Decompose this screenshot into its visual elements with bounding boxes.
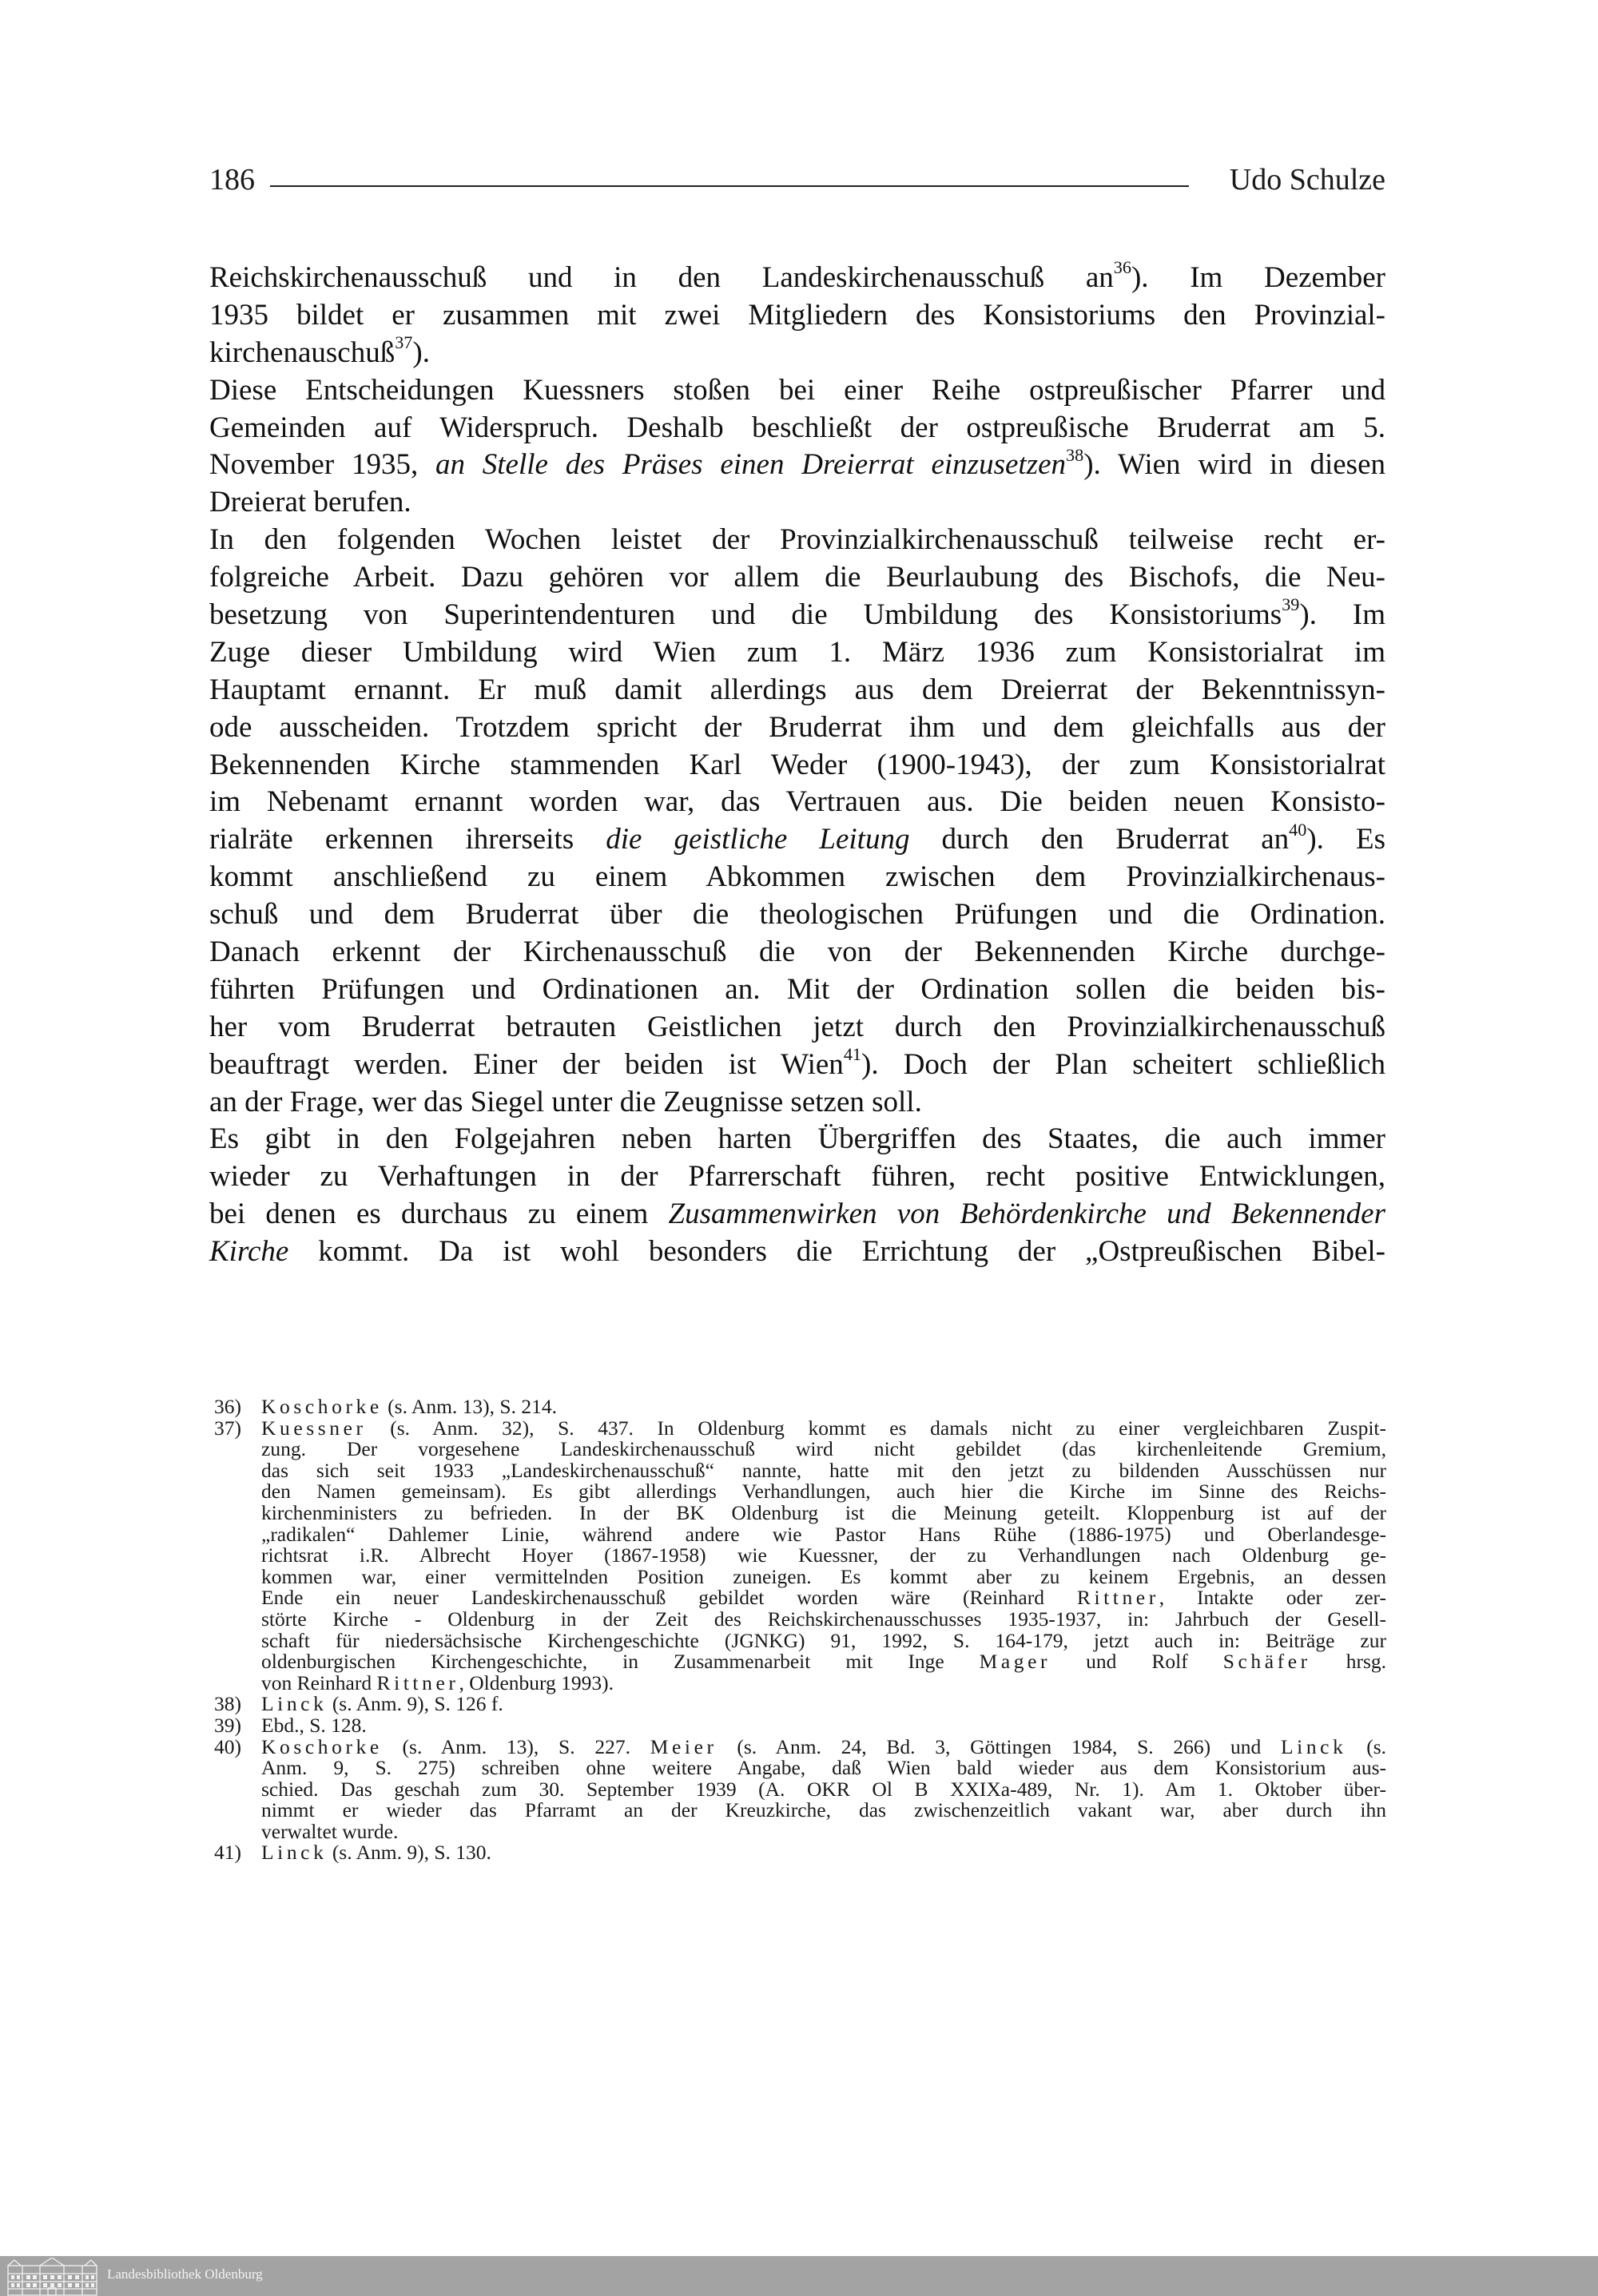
library-name: Landesbibliothek Oldenburg [107, 2266, 263, 2282]
footnote [214, 1418, 1386, 1694]
text-run: Zuge dieser Umbildung wird Wien zum 1. März 1936 zum Konsistorialrat im [209, 635, 1385, 669]
footnote-line [261, 1670, 1386, 1694]
text-run: hrsg. [1310, 1650, 1386, 1674]
text-line [209, 971, 1385, 1009]
text-line [209, 1084, 1385, 1122]
footnote-line [261, 1609, 1386, 1631]
footnote-line [261, 1821, 1386, 1843]
text-run: nimmt er wieder das Pfarramt an der Kreuzkirche, das zwischenzeitlich vakant war, aber durch ihn [261, 1798, 1386, 1822]
text-line [209, 1233, 1385, 1271]
body-text [209, 257, 1386, 1271]
footnote-number: 36) [214, 1395, 241, 1418]
text-line [209, 410, 1385, 447]
text-run: (s. Anm. 13), S. 227. [382, 1734, 650, 1758]
italic-quote: Zusammenwirken von Behördenkirche und Bekennender [668, 1198, 1385, 1231]
text-run: kirchenministers zu befrieden. In der BK Oldenburg ist die Meinung geteilt. Kloppenburg ist auf der [261, 1500, 1386, 1524]
text-run: das sich seit 1933 „Landeskirchenausschuß“ nannte, hatte mit den jetzt zu bildenden Ausschüssen nur [261, 1458, 1386, 1482]
text-run: kommen war, einer vermittelnden Position zuneigen. Es kommt aber zu keinem Ergebnis, an dessen [261, 1564, 1386, 1588]
footnote [214, 1715, 1386, 1737]
text-run: Ebd., S. 128. [261, 1713, 367, 1737]
text-line [209, 484, 1385, 522]
text-run: In den folgenden Wochen leistet der Provinzialkirchenausschuß teilweise recht er- [209, 523, 1385, 557]
footnote [214, 1734, 1386, 1843]
text-run: schuß und dem Bruderrat über die theologischen Prüfungen und die Ordination. [209, 898, 1385, 932]
text-run: (s. Anm. 32), S. 437. In Oldenburg kommt es damals nicht zu einer vergleichbaren Zuspit- [366, 1416, 1386, 1440]
text-run: durch den Bruderrat an [909, 823, 1290, 856]
text-line [209, 594, 1385, 634]
footnote-line [261, 1734, 1386, 1758]
footnote-ref: 39 [1282, 594, 1300, 615]
author-name: Mager [979, 1650, 1051, 1674]
author-name: Linck [1280, 1734, 1347, 1758]
text-run: bei denen es durchaus zu einem [209, 1198, 669, 1231]
author-name: Kuessner [261, 1416, 367, 1440]
text-line [209, 1121, 1385, 1158]
footnote-number: 40) [214, 1734, 241, 1758]
text-run: ). Im Dezember [1131, 261, 1385, 294]
footnote-ref: 36 [1113, 257, 1131, 278]
footnote-line [261, 1651, 1386, 1673]
text-run: November 1935, [209, 448, 435, 482]
footnote-line [261, 1628, 1386, 1652]
text-line [209, 1196, 1385, 1233]
text-run: ). Wien wird in diesen [1083, 448, 1386, 482]
text-run: den Namen gemeinsam). Es gibt allerdings Verhandlungen, auch hier die Kirche im Sinne des Reichs- [261, 1480, 1386, 1504]
footnote [214, 1842, 1386, 1864]
text-line [209, 332, 1385, 372]
text-run: ode ausscheiden. Trotzdem spricht der Bruderrat ihm und dem gleichfalls aus der [209, 710, 1385, 744]
footnote-number: 39) [214, 1713, 241, 1737]
text-line [209, 709, 1385, 747]
author-name: Koschorke [261, 1395, 383, 1418]
text-run: rialräte erkennen ihrerseits [209, 823, 606, 856]
footnote-line [261, 1842, 1386, 1864]
footnote-line [261, 1800, 1386, 1821]
text-line [209, 522, 1385, 559]
text-run: und Rolf [1051, 1650, 1223, 1674]
text-run: verwaltet wurde. [261, 1819, 399, 1843]
footnote-line [261, 1694, 1386, 1715]
page-number: 186 [209, 163, 255, 197]
text-line [209, 559, 1385, 597]
text-run: Bekennenden Kirche stammenden Karl Weder (1900-1943), der zum Konsistorialrat [209, 748, 1385, 781]
footnote [214, 1396, 1386, 1418]
text-line [209, 896, 1385, 934]
text-run: schied. Das geschah zum 30. September 1939 (A. OKR Ol B XXIXa-489, Nr. 1). Am 1. Oktober über- [261, 1777, 1386, 1801]
text-run: Gemeinden auf Widerspruch. Deshalb beschließt der ostpreußische Bruderrat am 5. [209, 411, 1385, 444]
text-line [209, 444, 1386, 484]
text-line [209, 672, 1385, 709]
text-run: kirchenauschuß [209, 336, 396, 369]
author-name: Rittner [1076, 1586, 1159, 1610]
text-run: an der Frage, wer das Siegel unter die Zeugnisse setzen soll. [209, 1085, 922, 1118]
text-line [209, 1009, 1385, 1047]
text-run: (s. Anm. 9), S. 130. [327, 1841, 491, 1865]
footnote-ref: 41 [843, 1044, 861, 1065]
text-line [209, 821, 1385, 859]
text-run: im Nebenamt ernannt worden war, das Vertrauen aus. Die beiden neuen Konsisto- [209, 785, 1385, 819]
text-run: , Oldenburg 1993). [459, 1670, 614, 1694]
footnote-ref: 40 [1289, 819, 1307, 840]
footnote-number: 41) [214, 1841, 241, 1865]
footnote-ref: 38 [1066, 444, 1084, 465]
text-line [209, 257, 1385, 297]
text-run: kommt anschließend zu einem Abkommen zwischen dem Provinzialkirchenaus- [209, 860, 1385, 894]
footnote-line [261, 1779, 1386, 1801]
text-line [209, 634, 1385, 672]
footnote-line [261, 1396, 1386, 1418]
text-run: (s. [1346, 1734, 1386, 1758]
running-author: Udo Schulze [1229, 163, 1385, 197]
text-run: ). Im [1299, 598, 1385, 632]
text-run: (s. Anm. 24, Bd. 3, Göttingen 1984, S. 266) und [717, 1734, 1281, 1758]
text-run: zung. Der vorgesehene Landeskirchenausschuß wird nicht gebildet (das kirchenleitende Gremium, [261, 1437, 1386, 1461]
footnote-line [261, 1418, 1386, 1440]
text-run: folgreiche Arbeit. Dazu gehören vor allem die Beurlaubung des Bischofs, die Neu- [209, 561, 1385, 594]
text-run: ). Es [1306, 823, 1386, 856]
text-run: Ende ein neuer Landeskirchenausschuß gebildet worden wäre (Reinhard [261, 1586, 1077, 1610]
text-run: oldenburgischen Kirchengeschichte, in Zusammenarbeit mit Inge [261, 1650, 980, 1674]
text-run: richtsrat i.R. Albrecht Hoyer (1867-1958) wie Kuessner, der zu Verhandlungen nach Oldenburg ge- [261, 1543, 1386, 1567]
text-line [209, 297, 1385, 335]
text-line [209, 372, 1385, 410]
author-name: Rittner [376, 1670, 459, 1694]
text-run: wieder zu Verhaftungen in der Pfarrerschaft führen, recht positive Entwicklungen, [209, 1160, 1385, 1194]
author-name: Linck [261, 1692, 328, 1716]
footnote-line [261, 1545, 1386, 1567]
text-run: kommt. Da ist wohl besonders die Errichtung der „Ostpreußischen Bibel- [288, 1235, 1385, 1269]
text-run: 1935 bildet er zusammen mit zwei Mitgliedern des Konsistoriums den Provinzial- [209, 298, 1385, 332]
footnote-number: 38) [214, 1692, 241, 1716]
author-name: Meier [650, 1734, 718, 1758]
text-run: her vom Bruderrat betrauten Geistlichen jetzt durch den Provinzialkirchenausschuß [209, 1010, 1385, 1043]
text-line [209, 1044, 1385, 1084]
library-footer-bar [0, 2256, 1598, 2296]
text-run: Hauptamt ernannt. Er muß damit allerdings aus dem Dreierrat der Bekenntnissyn- [209, 673, 1385, 706]
text-run: störte Kirche - Oldenburg in der Zeit des Reichskirchenausschusses 1935-1937, in: Jahrbuch der Gesell- [261, 1607, 1386, 1631]
text-run: Reichskirchenausschuß und in den Landeskirchenausschuß an [209, 261, 1114, 294]
italic-quote: die geistliche Leitung [606, 823, 910, 856]
footnote [214, 1694, 1386, 1715]
text-run: führten Prüfungen und Ordinationen an. Mit der Ordination sollen die beiden bis- [209, 972, 1385, 1006]
text-run: Anm. 9, S. 275) schreiben ohne weitere Angabe, daß Wien bald wieder aus dem Konsistorium aus- [261, 1756, 1386, 1780]
text-run: Danach erkennt der Kirchenausschuß die von der Bekennenden Kirche durchge- [209, 935, 1385, 969]
text-run: Dreierat berufen. [209, 486, 411, 519]
footnotes [214, 1396, 1386, 1864]
text-line [209, 859, 1385, 896]
footnote-line [261, 1564, 1386, 1588]
text-run: beauftragt werden. Einer der beiden ist Wien [209, 1047, 844, 1081]
footnote-line [261, 1500, 1386, 1524]
footnote-number: 37) [214, 1416, 241, 1440]
text-run: „radikalen“ Dahlemer Linie, während andere wie Pastor Hans Rühe (1886-1975) und Oberlandesge- [261, 1522, 1386, 1546]
footnote-line [261, 1587, 1386, 1609]
footnote-line [261, 1460, 1386, 1482]
italic-quote: an Stelle des Präses einen Dreierrat einzusetzen [435, 448, 1067, 482]
footnote-line [261, 1481, 1386, 1503]
footnote-line [261, 1439, 1386, 1460]
text-run: ). [412, 336, 430, 369]
text-run: schaft für niedersächsische Kirchengeschichte (JGNKG) 91, 1992, S. 164-179, jetzt auch in: Beiträge zur [261, 1628, 1386, 1652]
text-line [209, 934, 1385, 971]
italic-quote: Kirche [209, 1235, 289, 1269]
header-rule [270, 185, 1189, 187]
text-line [209, 784, 1385, 821]
running-header [209, 162, 1385, 202]
text-line [209, 747, 1385, 785]
text-run: Es gibt in den Folgejahren neben harten Übergriffen des Staates, die auch immer [209, 1122, 1385, 1156]
footnote-ref: 37 [395, 332, 413, 353]
text-run: (s. Anm. 9), S. 126 f. [327, 1692, 503, 1716]
author-name: Koschorke [261, 1734, 383, 1758]
footnote-line [261, 1715, 1386, 1737]
text-run: (s. Anm. 13), S. 214. [382, 1395, 557, 1418]
footnote-line [261, 1524, 1386, 1546]
author-name: Linck [261, 1841, 328, 1865]
footnote-line [261, 1758, 1386, 1779]
library-building-icon [6, 2258, 98, 2296]
text-run: , Intakte oder zer- [1159, 1586, 1386, 1610]
text-run: ). Doch der Plan scheitert schließlich [861, 1047, 1385, 1081]
text-line [209, 1158, 1385, 1196]
text-run: Diese Entscheidungen Kuessners stoßen bei einer Reihe ostpreußischer Pfarrer und [209, 373, 1385, 407]
text-run: besetzung von Superintendenturen und die Umbildung des Konsistoriums [209, 598, 1282, 632]
text-run: von Reinhard [261, 1670, 377, 1694]
author-name: Schäfer [1222, 1650, 1311, 1674]
